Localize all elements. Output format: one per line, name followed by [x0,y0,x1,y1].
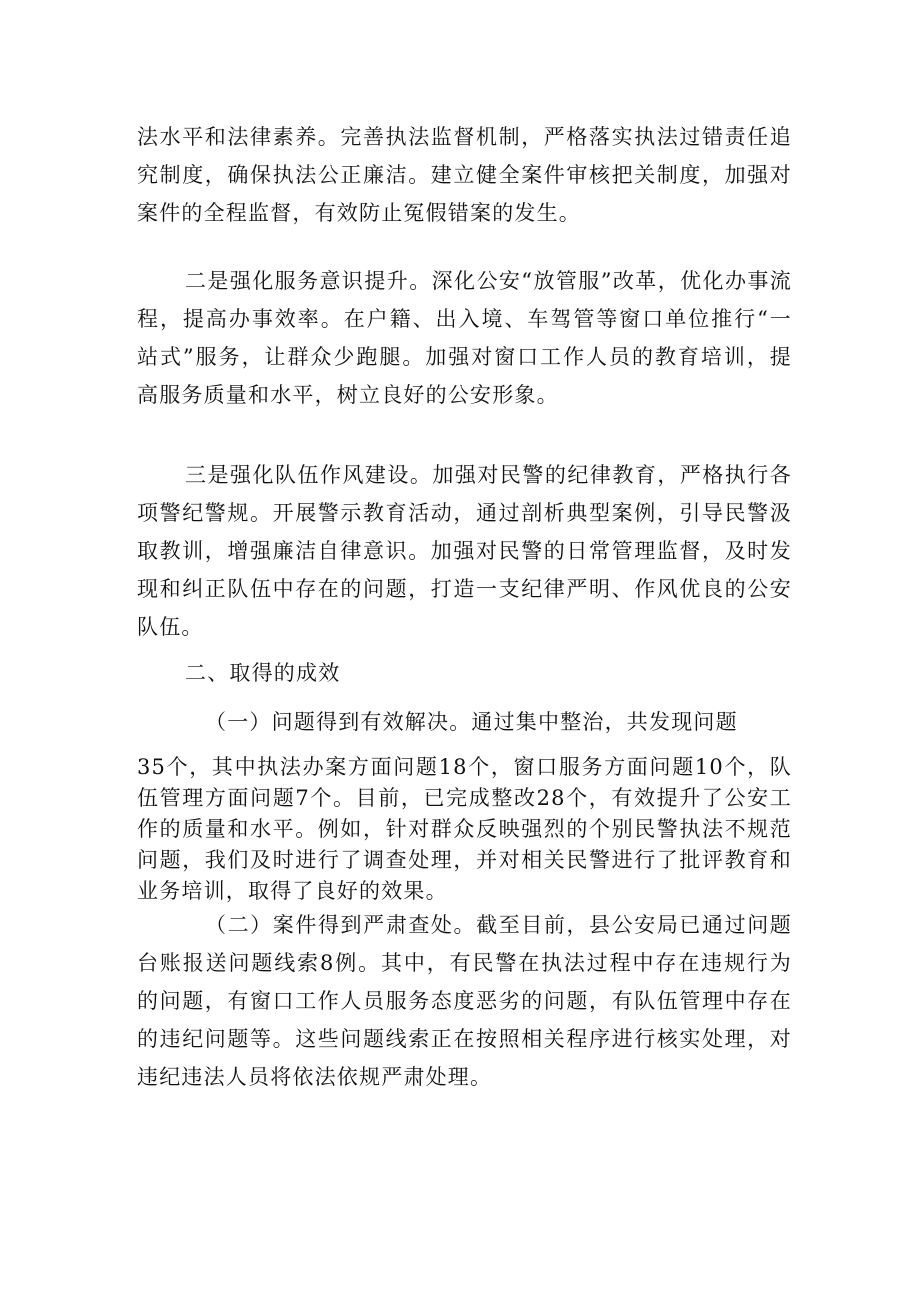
paragraph-problems-solved-first-line: （一）问题得到有效解决。通过集中整治，共发现问题 [205,710,738,734]
section-heading-achievements: 二、取得的成效 [185,661,341,685]
paragraph-law-enforcement-supervision: 法水平和法律素养。完善执法监督机制，严格落实执法过错责任追究制度，确保执法公正廉洁。建立健全案件审核把关制度，加强对案件的全程监督，有效防止冤假错案的发生。 [137,125,792,225]
paragraph-cases-investigated: （二）案件得到严肃查处。截至目前，县公安局已通过问题台账报送问题线索8例。其中，有民警在执法过程中存在违规行为的问题，有窗口工作人员服务态度恶劣的问题，有队伍管理中存在的违纪问题等。这些问题线索正在按照相关程序进行核实处理，对违纪违法人员将依法依规严肃处理。 [137,913,792,1089]
paragraph-service-awareness: 二是强化服务意识提升。深化公安“放管服”改革，优化办事流程，提高办事效率。在户籍、出入境、车驾管等窗口单位推行“一站式”服务，让群众少跑腿。加强对窗口工作人员的教育培训，提高服务质量和水平，树立良好的公安形象。 [137,269,792,407]
paragraph-problems-solved-body: 35个，其中执法办案方面问题18个，窗口服务方面问题10个，队伍管理方面问题7个。目前，已完成整改28个，有效提升了公安工作的质量和水平。例如，针对群众反映强烈的个别民警执法不规范问题，我们及时进行了调查处理，并对相关民警进行了批评教育和业务培训，取得了良好的效果。 [137,755,792,903]
paragraph-team-style: 三是强化队伍作风建设。加强对民警的纪律教育，严格执行各项警纪警规。开展警示教育活动，通过剖析典型案例，引导民警汲取教训，增强廉洁自律意识。加强对民警的日常管理监督，及时发现和纠正队伍中存在的问题，打造一支纪律严明、作风优良的公安队伍。 [137,463,792,639]
